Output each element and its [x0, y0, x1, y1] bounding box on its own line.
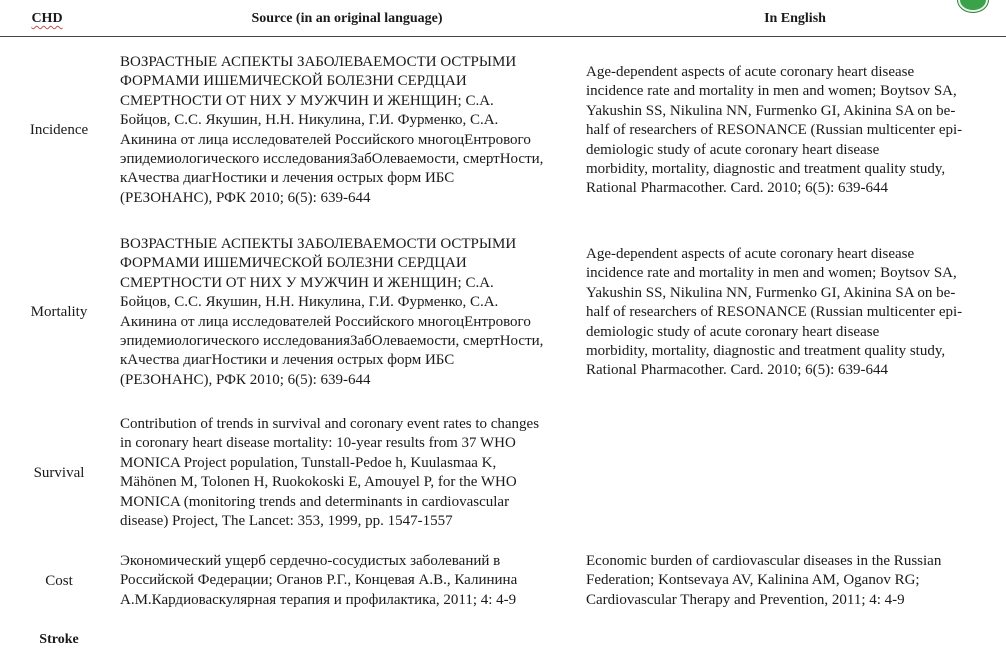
row-label-stroke: Stroke	[39, 632, 79, 647]
english-cell-mortality: Age-dependent aspects of acute coronary heart disease incidence rate and mortality in men and women; Boytsov SA, Yakushin SS, Nikulina NN, Furmenko GI, Akinina SA on be- half of researchers of RESONANCE (Russian multicenter epi- demiologic study of acute coronary heart disease morbidity, mortality, diagnostic and treatment quality study, Rational Pharmacother. Card. 2010; 6(5): 639-644	[586, 246, 963, 379]
row-label-mortality: Mortality	[30, 304, 88, 320]
source-cell-cost: Экономический ущерб сердечно-сосудистых заболеваний в Российской Федерации; Оганов Р.Г., Концевая А.В., Калинина А.М.Кардиоваскулярная терапия и профилактика, 2011; 4: 4-9	[120, 553, 518, 608]
source-cell-incidence: ВОЗРАСТНЫЕ АСПЕКТЫ ЗАБОЛЕВАЕМОСТИ ОСТРЫМИ ФОРМАМИ ИШЕМИЧЕСКОЙ БОЛЕЗНИ СЕРДЦАИ СМЕРТНОСТИ ОТ НИХ У МУЖЧИН И ЖЕНЩИН; С.А. Бойцов, С.С. Якушин, Н.Н. Никулина, Г.И. Фурменко, С.А. Акинина от лица исследователей Российского многоцЕнтрового эпидемиологического исследованияЗабОлеваемости, смертНости, кАчества диагНостики и лечения острых форм ИБС (РЕЗОНАНС), РФК 2010; 6(5): 639-644	[120, 54, 544, 206]
row-label-cost: Cost	[45, 573, 73, 589]
row-label-incidence: Incidence	[29, 122, 89, 138]
header-divider	[0, 36, 1006, 37]
source-cell-survival: Contribution of trends in survival and coronary event rates to changes in coronary heart disease mortality: 10-year results from 37 WHO MONICA Project population, Tunstall-Pedoe h, Kuulasmaa K, Mähönen M, Tolonen H, Ruokokoski E, Amouyel P, for the WHO MONICA (monitoring trends and determinants in cardiovascular disease) Project, The Lancet: 353, 1999, pp. 1547-1557	[120, 416, 540, 530]
english-cell-cost: Economic burden of cardiovascular diseases in the Russian Federation; Kontsevaya AV, Kalinina AM, Oganov RG; Cardiovascular Therapy and Prevention, 2011; 4: 4-9	[586, 553, 942, 608]
column-header-chd: CHD	[31, 11, 63, 26]
column-header-source: Source (in an original language)	[251, 11, 443, 26]
english-cell-incidence: Age-dependent aspects of acute coronary heart disease incidence rate and mortality in men and women; Boytsov SA, Yakushin SS, Nikulina NN, Furmenko GI, Akinina SA on be- half of researchers of RESONANCE (Russian multicenter epi- demiologic study of acute coronary heart disease morbidity, mortality, diagnostic and treatment quality study, Rational Pharmacother. Card. 2010; 6(5): 639-644	[586, 64, 963, 197]
column-header-english: In English	[764, 11, 826, 26]
source-cell-mortality: ВОЗРАСТНЫЕ АСПЕКТЫ ЗАБОЛЕВАЕМОСТИ ОСТРЫМИ ФОРМАМИ ИШЕМИЧЕСКОЙ БОЛЕЗНИ СЕРДЦАИ СМЕРТНОСТИ ОТ НИХ У МУЖЧИН И ЖЕНЩИН; С.А. Бойцов, С.С. Якушин, Н.Н. Никулина, Г.И. Фурменко, С.А. Акинина от лица исследователей Российского многоцЕнтрового эпидемиологического исследованияЗабОлеваемости, смертНости, кАчества диагНостики и лечения острых форм ИБС (РЕЗОНАНС), РФК 2010; 6(5): 639-644	[120, 236, 544, 388]
row-label-survival: Survival	[33, 465, 85, 481]
